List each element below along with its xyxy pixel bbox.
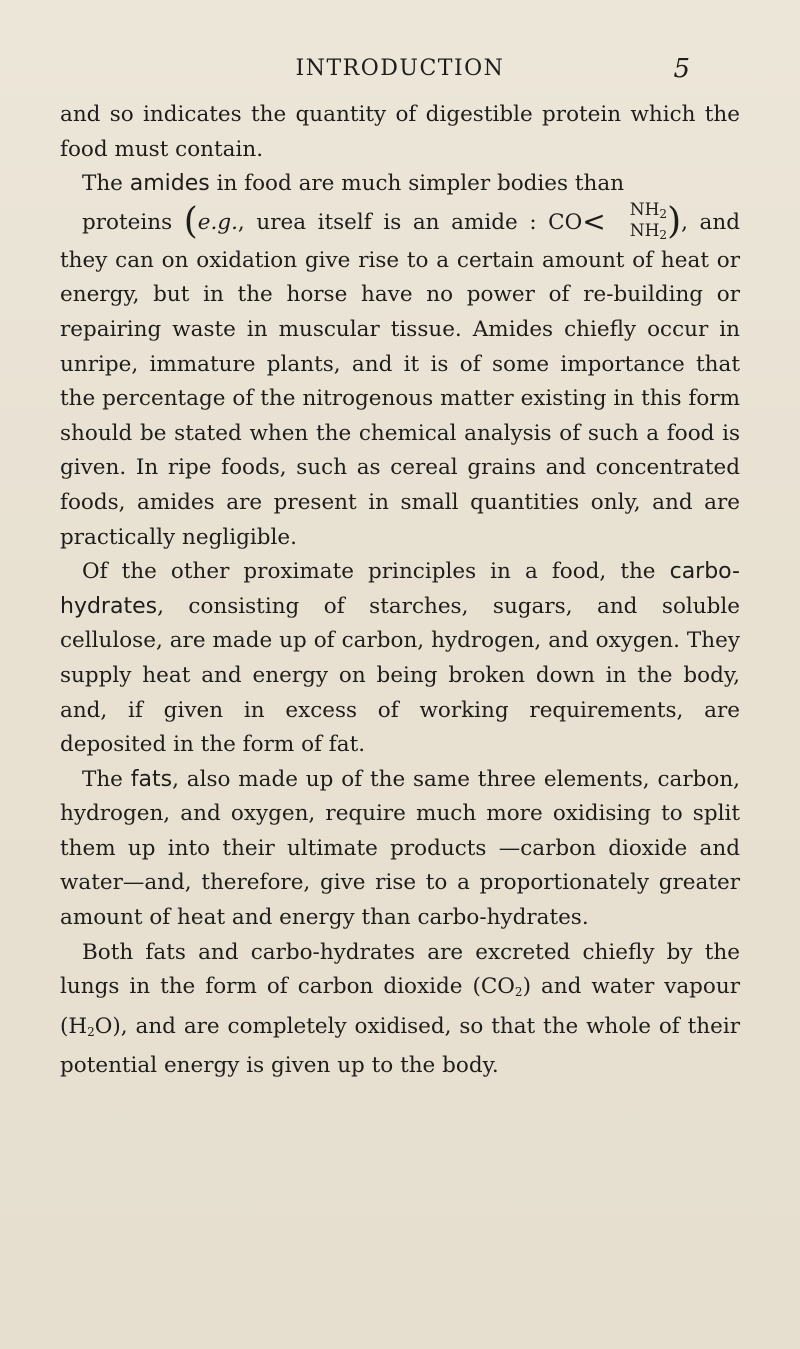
term-fats: fats bbox=[130, 766, 173, 792]
paragraph-text: they can on oxidation give rise to a certain amount of heat or energy, but in the horse have no power of re-building or repairing waste in muscular tissue. Amides chiefly occur in unripe, immature plants, and it is of some importance that the percentage of the nitrogenous matter existing in this form should be stated when the chemical analysis of such a food is given. In ripe foods, such as cereal grains and concentrated foods, amides are present in small quantities only, and are practically negligible. bbox=[60, 247, 740, 550]
subscript: 2 bbox=[514, 985, 523, 1000]
paragraph-text: ) and water vapour (H bbox=[60, 974, 740, 1039]
paragraph-text: The bbox=[82, 766, 131, 792]
paragraph-text: , consisting of starches, sugars, and soluble cellulose, are made up of carbon, hydrogen, and oxygen. They supply heat and energy on being broken down in the body, and, if given in excess of working requirements, are deposited in the form of fat. bbox=[60, 593, 740, 758]
body-text bbox=[60, 98, 740, 1084]
paragraph-text: Of the other proximate principles in a food, the bbox=[82, 559, 670, 585]
formula-line bbox=[60, 199, 740, 244]
page-header bbox=[0, 56, 800, 90]
subscript: 2 bbox=[659, 206, 668, 221]
paragraph-text: in food are much simpler bodies than bbox=[209, 171, 625, 197]
page-number: 5 bbox=[673, 54, 690, 84]
nh-text: NH bbox=[629, 199, 660, 220]
paragraph-text: , urea itself is an amide : CO bbox=[237, 209, 583, 235]
urea-formula-stack bbox=[608, 199, 668, 244]
paragraph-carbohydrates bbox=[60, 555, 740, 763]
nh2-bottom bbox=[608, 220, 668, 244]
subscript: 2 bbox=[87, 1024, 95, 1039]
term-carbohydrates: carbo-hydrates bbox=[60, 559, 740, 619]
paragraph-text: , also made up of the same three elements, carbon, hydrogen, and oxygen, require much more oxidising to split them up into their ultimate products —carbon dioxide and water—and, therefore, give rise to a proportionately greater amount of heat and energy than carbo-hydrates. bbox=[60, 766, 740, 931]
paragraph-amides bbox=[60, 167, 740, 555]
paragraph-excretion bbox=[60, 936, 740, 1084]
open-paren: ( bbox=[183, 200, 198, 242]
less-than-symbol: < bbox=[582, 204, 606, 238]
close-paren: ) bbox=[667, 200, 682, 242]
paragraph-text: , and bbox=[681, 209, 740, 235]
paragraph-text: Both fats and carbo-hydrates are excreted chiefly by the lungs in the form of carbon dioxide (CO bbox=[60, 939, 740, 1000]
eg-abbrev: e.g. bbox=[197, 209, 238, 235]
paragraph-text: O), and are completely oxidised, so that the whole of their potential energy is given up to the body. bbox=[60, 1013, 740, 1079]
nh2-top bbox=[608, 199, 668, 223]
running-head: INTRODUCTION bbox=[295, 56, 505, 81]
paragraph-text: and so indicates the quantity of digestible protein which the food must contain. bbox=[60, 102, 740, 162]
nh-text: NH bbox=[629, 220, 660, 241]
paragraph-text: proteins bbox=[82, 209, 184, 235]
term-amides: amides bbox=[129, 171, 210, 197]
subscript: 2 bbox=[659, 227, 668, 242]
paragraph-continuation bbox=[60, 98, 740, 167]
paragraph-fats bbox=[60, 763, 740, 936]
paragraph-text: The bbox=[82, 171, 130, 197]
